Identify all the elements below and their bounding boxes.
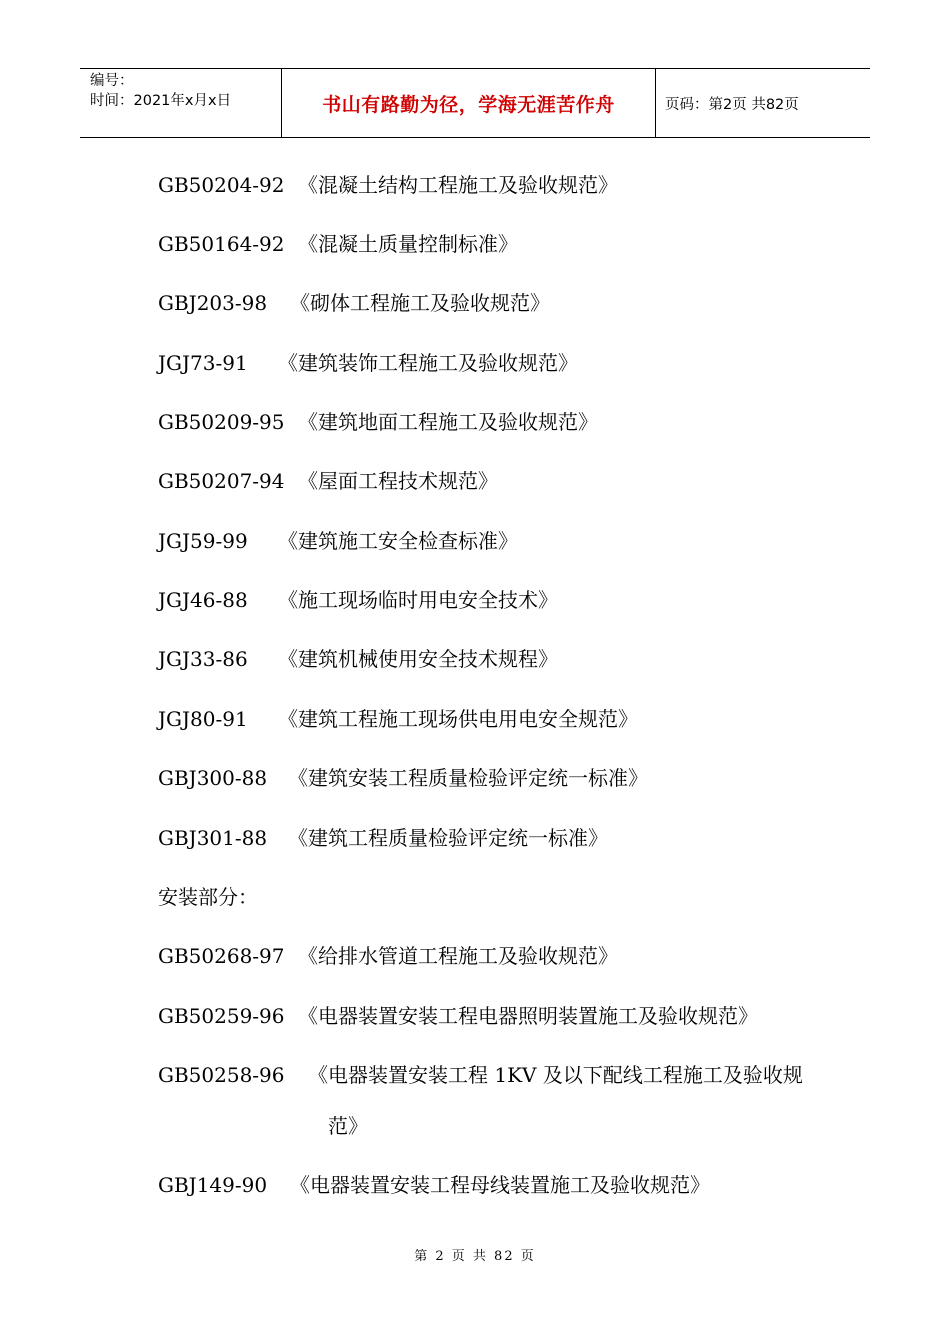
header-meta-cell (80, 69, 281, 137)
standard-code: JGJ80-91 (158, 707, 248, 731)
header-page-info: 页码：第2页 共82页 (665, 96, 799, 113)
standard-code: GBJ300-88 (158, 766, 268, 790)
standard-item (158, 289, 550, 317)
standard-item (158, 467, 498, 495)
header-motto: 书山有路勤为径，学海无涯苦作舟 (322, 93, 615, 116)
standard-title: 《建筑工程质量检验评定统一标准》 (288, 826, 608, 850)
standard-item (158, 824, 608, 852)
page-footer: 第 2 页 共 82 页 (414, 1249, 536, 1264)
standard-title: 《建筑地面工程施工及验收规范》 (298, 410, 598, 434)
page-header (80, 68, 870, 138)
install-standard-item (158, 1002, 758, 1030)
standard-title: 《电器装置安装工程母线装置施工及验收规范》 (290, 1173, 710, 1197)
install-standard-item (158, 1061, 803, 1089)
standard-title: 《建筑施工安全检查标准》 (278, 529, 518, 553)
standard-code: JGJ73-91 (158, 351, 248, 375)
standard-title: 《给排水管道工程施工及验收规范》 (298, 944, 618, 968)
standard-title: 《电器装置安装工程电器照明装置施工及验收规范》 (298, 1004, 758, 1028)
standard-title: 《建筑装饰工程施工及验收规范》 (278, 351, 578, 375)
standard-title: 《混凝土质量控制标准》 (298, 232, 518, 256)
document-time-label: 时间：2021年x月x日 (90, 93, 232, 109)
standard-code: GB50259-96 (158, 1004, 285, 1028)
standard-item (158, 349, 578, 377)
standard-code: GB50268-97 (158, 944, 285, 968)
standard-code: GB50209-95 (158, 410, 285, 434)
standard-title: 《砌体工程施工及验收规范》 (290, 291, 550, 315)
standard-code: GB50164-92 (158, 232, 285, 256)
standard-title: 《建筑安装工程质量检验评定统一标准》 (288, 766, 648, 790)
section-heading: 安装部分： (158, 885, 258, 909)
standard-item (158, 586, 558, 614)
header-page-cell (655, 69, 870, 137)
standard-code: JGJ59-99 (158, 529, 248, 553)
standard-title: 《施工现场临时用电安全技术》 (278, 588, 558, 612)
standard-code: JGJ33-86 (158, 647, 248, 671)
document-number-label: 编号： (90, 73, 134, 89)
install-standard-item (158, 942, 618, 970)
install-standard-item (158, 1171, 710, 1199)
standard-title: 《电器装置安装工程 1KV 及以下配线工程施工及验收规 (308, 1063, 803, 1087)
standard-code: GBJ301-88 (158, 826, 268, 850)
standard-code: JGJ46-88 (158, 588, 248, 612)
standard-item (158, 645, 558, 673)
standard-code: GB50207-94 (158, 469, 285, 493)
standard-item (158, 408, 598, 436)
standard-item (158, 705, 638, 733)
standard-code: GBJ203-98 (158, 291, 268, 315)
header-motto-cell (281, 69, 656, 137)
standard-code: GB50204-92 (158, 173, 285, 197)
standard-item (158, 527, 518, 555)
standard-title: 《建筑工程施工现场供电用电安全规范》 (278, 707, 638, 731)
standard-code: GBJ149-90 (158, 1173, 268, 1197)
standard-code: GB50258-96 (158, 1063, 285, 1087)
standard-item (158, 171, 618, 199)
standard-item (158, 230, 518, 258)
standard-title: 《屋面工程技术规范》 (298, 469, 498, 493)
standard-title: 《混凝土结构工程施工及验收规范》 (298, 173, 618, 197)
standard-item (158, 764, 648, 792)
standard-title-continuation: 范》 (328, 1114, 368, 1138)
standard-title: 《建筑机械使用安全技术规程》 (278, 647, 558, 671)
